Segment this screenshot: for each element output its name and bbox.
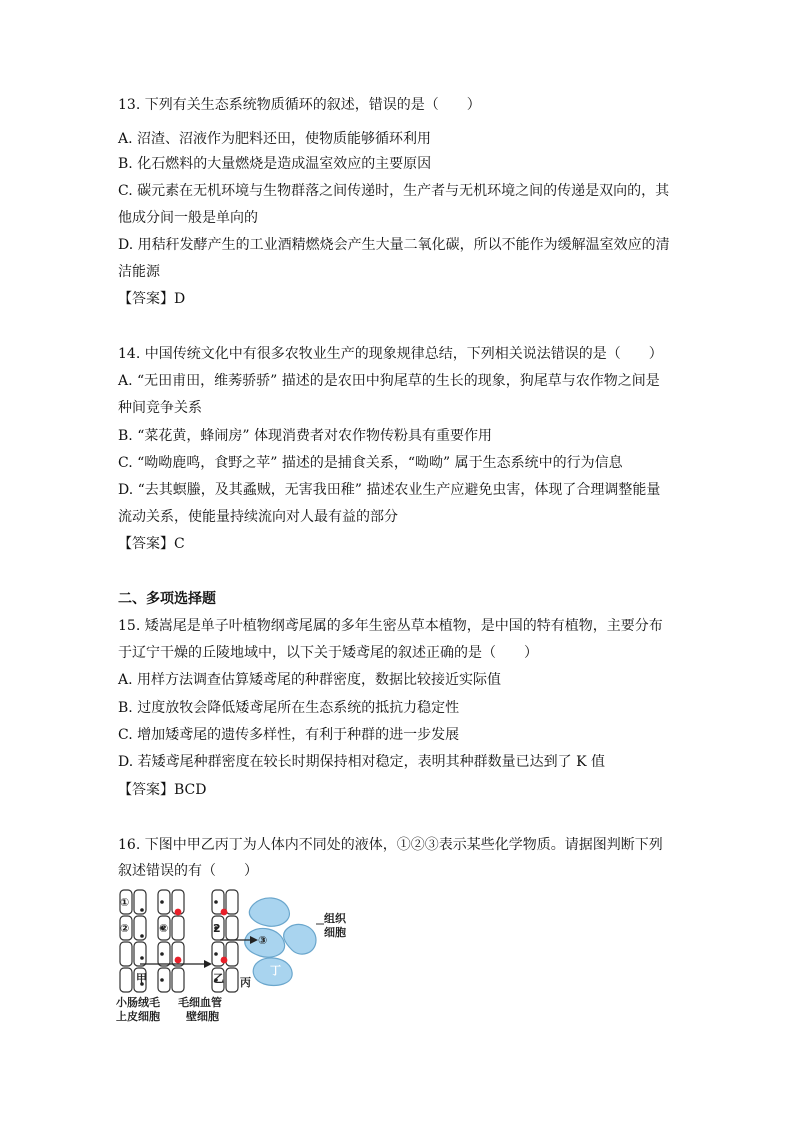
q14-option-d-line1: D. “去其螟螣，及其蟊贼，无害我田稚” 描述农业生产应避免虫害，体现了合理调整能量 [118,482,661,498]
q15-option-c: C. 增加矮鸢尾的遗传多样性，有利于种群的进一步发展 [118,727,460,743]
q15-stem-line2: 于辽宁干燥的丘陵地域中，以下关于矮鸢尾的叙述正确的是（ ） [118,645,538,661]
q13-option-a: A. 沼渣、沼液作为肥料还田，使物质能够循环利用 [118,131,432,147]
q14-option-a-line1: A. “无田甫田，维莠骄骄” 描述的是农田中狗尾草的生长的现象，狗尾草与农作物之间是 [118,373,660,389]
q16-stem-line2: 叙述错误的有（ ） [118,863,258,879]
label-yi: 乙 [213,972,224,985]
section-heading: 二、多项选择题 [118,591,216,607]
capillary-wall-left [158,890,184,992]
label-villus-line2: 上皮细胞 [116,1010,160,1023]
q13-option-c-line2: 他成分间一般是单向的 [118,210,258,226]
q16-stem-line1: 16. 下图中甲乙丙丁为人体内不同处的液体，①②③表示某些化学物质。请据图判断下列 [118,837,663,853]
q14-option-d-line2: 流动关系，使能量持续流向对人最有益的部分 [118,509,398,525]
label-2-villus: ② [120,922,130,935]
q15-option-a: A. 用样方法调查估算矮鸢尾的种群密度，数据比较接近实际值 [118,672,502,688]
q13-option-c-line1: C. 碳元素在无机环境与生物群落之间传递时，生产者与无机环境之间的传递是双向的，其 [118,183,670,199]
q15-stem-line1: 15. 矮嵩尾是单子叶植物纲鸢尾属的多年生密丛草本植物，是中国的特有植物，主要分布 [118,618,663,634]
label-2-capillary: ② [159,922,169,935]
q14-option-b: B. “菜花黄，蜂闹房” 体现消费者对农作物传粉具有重要作用 [118,428,492,444]
label-tissue-line2: 细胞 [324,926,346,939]
q13-answer: 【答案】D [118,291,186,307]
q14-option-c: C. “呦呦鹿鸣，食野之苹” 描述的是捕食关系，“呦呦” 属于生态系统中的行为信息 [118,455,623,471]
label-tissue-line1: 组织 [324,912,346,925]
q15-option-b: B. 过度放牧会降低矮鸢尾所在生态系统的抵抗力稳定性 [118,700,460,716]
label-ding: 丁 [270,964,281,977]
q13-option-d-line1: D. 用秸秆发酵产生的工业酒精燃烧会产生大量二氧化碳，所以不能作为缓解温室效应的清 [118,237,670,253]
q13-stem: 13. 下列有关生态系统物质循环的叙述，错误的是（ ） [118,97,481,113]
q15-answer: 【答案】BCD [118,782,207,798]
label-3: ③ [258,934,268,947]
label-capillary-line1: 毛细血管 [178,996,222,1009]
label-2-right: 2 [213,922,221,935]
q15-option-d: D. 若矮鸢尾种群密度在较长时期保持相对稳定，表明其种群数量已达到了 K 值 [118,754,605,770]
label-villus-line1: 小肠绒毛 [116,996,160,1009]
q14-stem: 14. 中国传统文化中有很多农牧业生产的现象规律总结，下列相关说法错误的是（ ） [118,346,663,362]
body-fluid-diagram [112,888,352,1028]
label-1: ① [120,896,130,909]
q13-option-d-line2: 洁能源 [118,264,160,280]
label-capillary-line2: 壁细胞 [186,1010,219,1023]
label-jia: 甲 [136,972,147,985]
q14-option-a-line2: 种间竞争关系 [118,400,202,416]
label-bing: 丙 [240,976,251,989]
q13-option-b: B. 化石燃料的大量燃烧是造成温室效应的主要原因 [118,156,432,172]
q14-answer: 【答案】C [118,536,185,552]
